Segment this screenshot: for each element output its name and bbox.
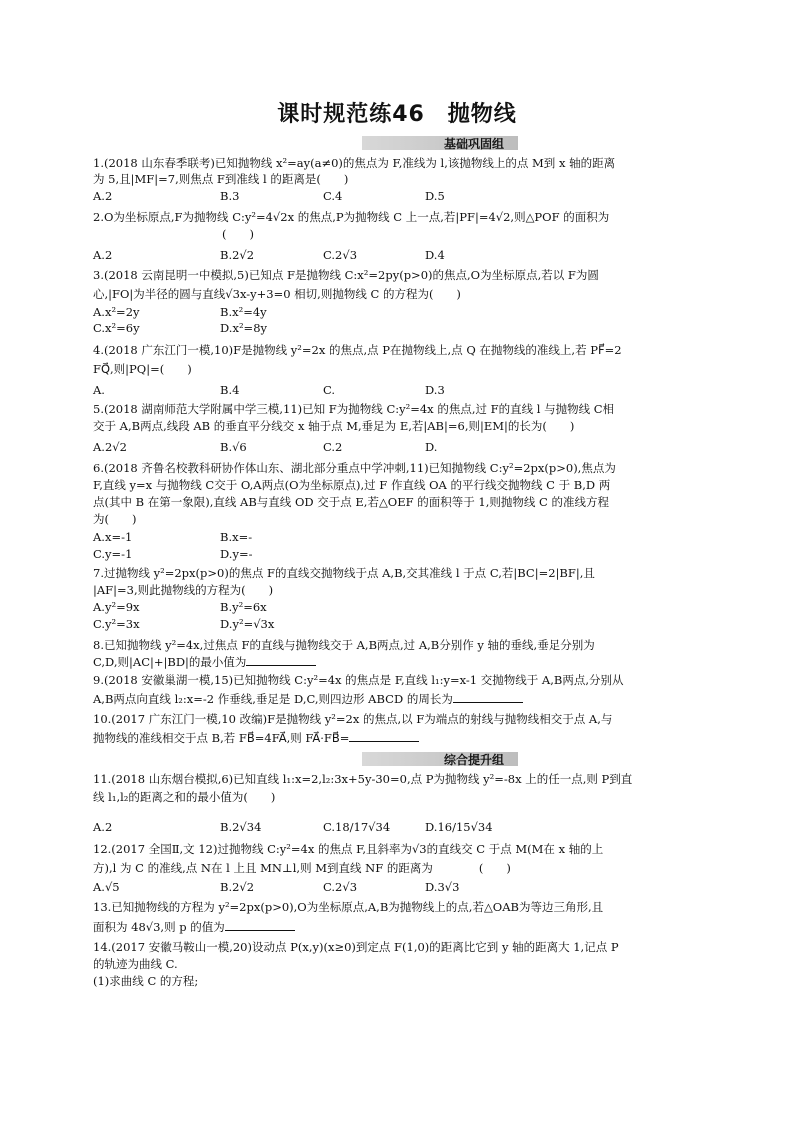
q8-line2-text: C,D,则|AC|+|BD|的最小值为 [93, 655, 247, 669]
q7-option-a: A.y²=9x [93, 600, 140, 614]
q1-option-a: A.2 [93, 189, 113, 203]
q12-option-c: C.2√3 [323, 880, 358, 894]
q2-line2: ( ) [222, 227, 254, 241]
q2-option-a: A.2 [93, 248, 113, 262]
page-title: 课时规范练46 抛物线 [277, 102, 517, 127]
q5-option-b: B.√6 [220, 440, 247, 454]
q3-option-c: C.x²=6y [93, 321, 140, 335]
q3-option-d: D.x²=8y [220, 321, 268, 335]
q2-option-c: C.2√3 [323, 248, 358, 262]
q4-line1: 4.(2018 广东江门一模,10)F是抛物线 y²=2x 的焦点,点 P在抛物线上,点 Q 在抛物线的准线上,若 PF⃗=2 [93, 343, 622, 357]
q6-option-c: C.y=-1 [93, 547, 133, 561]
q1-option-c: C.4 [323, 189, 343, 203]
q10-line2-text: 抛物线的准线相交于点 B,若 FB⃗=4FA⃗,则 FA⃗·FB⃗= [93, 731, 350, 745]
q5-option-d: D. [425, 440, 438, 454]
q8-answer-blank[interactable] [246, 655, 316, 666]
q9-answer-blank[interactable] [453, 692, 523, 703]
q6-line2: F,直线 y=x 与抛物线 C交于 O,A两点(O为坐标原点),过 F 作直线 OA 的平行线交抛物线 C 于 B,D 两 [93, 478, 611, 492]
q13-answer-blank[interactable] [225, 920, 295, 931]
q12-option-b: B.2√2 [220, 880, 255, 894]
q6-option-a: A.x=-1 [93, 530, 133, 544]
q2-option-d: D.4 [425, 248, 445, 262]
q5-option-c: C.2 [323, 440, 343, 454]
q14-part1: (1)求曲线 C 的方程; [93, 974, 199, 988]
q14-line1: 14.(2017 安徽马鞍山一模,20)设动点 P(x,y)(x≥0)到定点 F(1,0)的距离比它到 y 轴的距离大 1,记点 P [93, 940, 619, 954]
q13-line1: 13.已知抛物线的方程为 y²=2px(p>0),O为坐标原点,A,B为抛物线上的点,若△OAB为等边三角形,且 [93, 900, 604, 914]
q7-option-c: C.y²=3x [93, 617, 140, 631]
q3-line2: 心,|FO|为半径的圆与直线√3x-y+3=0 相切,则抛物线 C 的方程为( ) [93, 287, 461, 301]
q7-line2: |AF|=3,则此抛物线的方程为( ) [93, 583, 274, 597]
q7-option-b: B.y²=6x [220, 600, 267, 614]
q11-line2: 线 l₁,l₂的距离之和的最小值为( ) [93, 790, 276, 804]
q12-option-a: A.√5 [93, 880, 120, 894]
q4-option-c: C. [323, 383, 336, 397]
q10-answer-blank[interactable] [349, 731, 419, 742]
q11-option-a: A.2 [93, 820, 113, 834]
q12-line1: 12.(2017 全国Ⅱ,文 12)过抛物线 C:y²=4x 的焦点 F,且斜率为√3的直线交 C 于点 M(M在 x 轴的上 [93, 842, 604, 856]
q11-option-d: D.16/15√34 [425, 820, 493, 834]
q4-option-b: B.4 [220, 383, 240, 397]
q6-line4: 为( ) [93, 512, 137, 526]
q3-line1: 3.(2018 云南昆明一中模拟,5)已知点 F是抛物线 C:x²=2py(p>0)的焦点,O为坐标原点,若以 F为圆 [93, 268, 599, 282]
q10-line2 [93, 731, 419, 745]
q1-option-b: B.3 [220, 189, 240, 203]
q1-option-d: D.5 [425, 189, 445, 203]
q3-option-a: A.x²=2y [93, 305, 140, 319]
q6-option-d: D.y=- [220, 547, 253, 561]
q12-option-d: D.3√3 [425, 880, 460, 894]
q6-line1: 6.(2018 齐鲁名校教科研协作体山东、湖北部分重点中学冲刺,11)已知抛物线 C:y²=2px(p>0),焦点为 [93, 461, 616, 475]
q5-line2: 交于 A,B两点,线段 AB 的垂直平分线交 x 轴于点 M,垂足为 E,若|AB|=6,则|EM|的长为( ) [93, 419, 575, 433]
section-header-advanced [362, 752, 518, 766]
q1-line2: 为 5,且|MF|=7,则焦点 F到准线 l 的距离是( ) [93, 172, 349, 186]
q2-option-b: B.2√2 [220, 248, 255, 262]
q12-line2: 方),l 为 C 的准线,点 N在 l 上且 MN⊥l,则 M到直线 NF 的距离为 ( ) [93, 861, 511, 875]
q4-option-d: D.3 [425, 383, 445, 397]
q11-line1: 11.(2018 山东烟台模拟,6)已知直线 l₁:x=2,l₂:3x+5y-30=0,点 P为抛物线 y²=-8x 上的任一点,则 P到直 [93, 772, 633, 786]
q8-line2 [93, 655, 316, 669]
q1-line1: 1.(2018 山东春季联考)已知抛物线 x²=ay(a≠0)的焦点为 F,准线为 l,该抛物线上的点 M到 x 轴的距离 [93, 156, 616, 170]
q7-line1: 7.过抛物线 y²=2px(p>0)的焦点 F的直线交抛物线于点 A,B,交其准线 l 于点 C,若|BC|=2|BF|,且 [93, 566, 595, 580]
section-label-basic: 基础巩固组 [443, 137, 504, 151]
q14-line2: 的轨迹为曲线 C. [93, 957, 178, 971]
q9-line2-text: A,B两点向直线 l₂:x=-2 作垂线,垂足是 D,C,则四边形 ABCD 的周长为 [93, 692, 453, 706]
q10-line1: 10.(2017 广东江门一模,10 改编)F是抛物线 y²=2x 的焦点,以 F为端点的射线与抛物线相交于点 A,与 [93, 712, 613, 726]
q6-option-b: B.x=- [220, 530, 253, 544]
section-label-advanced: 综合提升组 [443, 753, 504, 767]
section-header-basic [362, 136, 518, 150]
q13-line2-text: 面积为 48√3,则 p 的值为 [93, 920, 225, 934]
q4-option-a: A. [93, 383, 105, 397]
q6-line3: 点(其中 B 在第一象限),直线 AB与直线 OD 交于点 E,若△OEF 的面积等于 1,则抛物线 C 的准线方程 [93, 495, 610, 509]
q7-option-d: D.y²=√3x [220, 617, 275, 631]
q11-option-c: C.18/17√34 [323, 820, 391, 834]
q9-line1: 9.(2018 安徽巢湖一模,15)已知抛物线 C:y²=4x 的焦点是 F,直线 l₁:y=x-1 交抛物线于 A,B两点,分别从 [93, 673, 624, 687]
q8-line1: 8.已知抛物线 y²=4x,过焦点 F的直线与抛物线交于 A,B两点,过 A,B分别作 y 轴的垂线,垂足分别为 [93, 638, 595, 652]
q11-option-b: B.2√34 [220, 820, 262, 834]
q4-line2: FQ⃗,则|PQ|=( ) [93, 362, 192, 376]
q13-line2 [93, 920, 295, 934]
q2-line1: 2.O为坐标原点,F为抛物线 C:y²=4√2x 的焦点,P为抛物线 C 上一点,若|PF|=4√2,则△POF 的面积为 [93, 210, 610, 224]
q5-line1: 5.(2018 湖南师范大学附属中学三模,11)已知 F为抛物线 C:y²=4x 的焦点,过 F的直线 l 与抛物线 C相 [93, 402, 615, 416]
q5-option-a: A.2√2 [93, 440, 127, 454]
q9-line2 [93, 692, 523, 706]
q3-option-b: B.x²=4y [220, 305, 267, 319]
